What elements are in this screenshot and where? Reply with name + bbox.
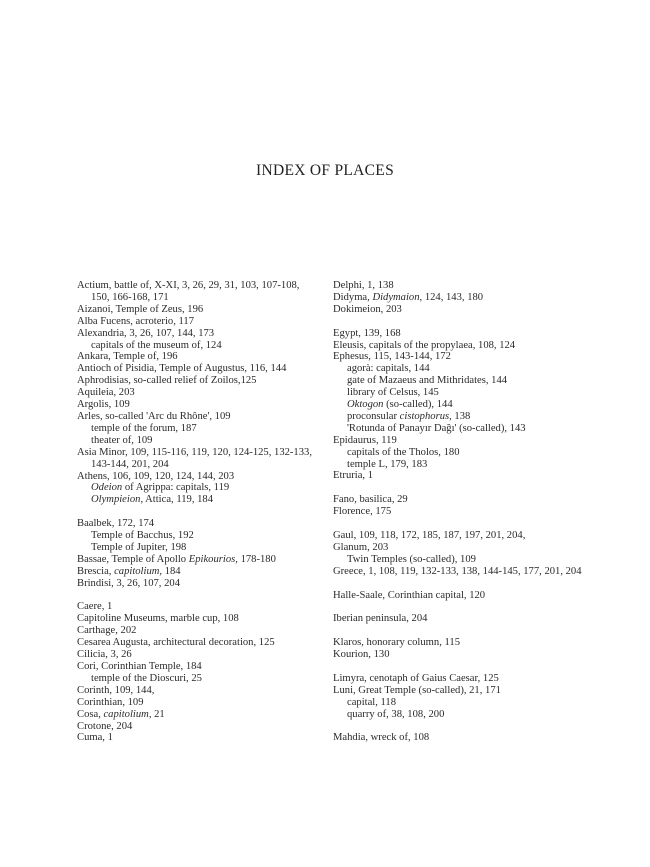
index-entry: Capitoline Museums, marble cup, 108 (77, 613, 239, 625)
index-subentry: temple of the forum, 187 (91, 422, 197, 434)
index-subentry: capitals of the museum of, 124 (91, 339, 222, 351)
index-entry: Dokimeion, 203 (333, 303, 402, 315)
index-subentry (77, 494, 327, 506)
index-column-left (77, 280, 327, 744)
entry-text: of Agrippa: capitals, 119 (122, 482, 230, 494)
index-entry: Alba Fucens, acroterio, 117 (77, 315, 194, 327)
entry-gap (333, 720, 633, 732)
index-entry: Antioch of Pisidia, Temple of Augustus, 116, 144 (77, 363, 287, 375)
italic-term: Oktogon (347, 399, 384, 411)
index-subentry: capital, 118 (347, 696, 397, 708)
entry-gap (333, 482, 633, 494)
entry-text: , 178-180 (235, 553, 276, 565)
index-entry: Epidaurus, 119 (333, 434, 397, 446)
index-entry: Delphi, 1, 138 (333, 280, 394, 291)
index-subentry: Temple of Bacchus, 192 (91, 530, 194, 542)
entry-gap (333, 661, 633, 673)
index-entry: Florence, 175 (333, 506, 392, 518)
index-entry: Ephesus, 115, 143-144, 172 (333, 351, 451, 363)
entry-text: Didyma, (333, 291, 373, 303)
index-entry: Argolis, 109 (77, 399, 130, 411)
index-subentry: Twin Temples (so-called), 109 (347, 553, 476, 565)
index-entry: Caere, 1 (77, 601, 113, 613)
index-subentry: gate of Mazaeus and Mithridates, 144 (347, 375, 508, 387)
entry-text: (so-called), 144 (383, 399, 453, 411)
entry-text: proconsular (347, 410, 400, 422)
index-subentry: quarry of, 38, 108, 200 (347, 708, 445, 720)
index-entry: Gaul, 109, 118, 172, 185, 187, 197, 201, 204, (333, 529, 526, 541)
index-entry: Cesarea Augusta, architectural decoration, 125 (77, 637, 275, 649)
page-title: INDEX OF PLACES (256, 162, 394, 179)
entry-text: , 184 (159, 565, 181, 577)
index-entry: Halle-Saale, Corinthian capital, 120 (333, 589, 486, 601)
index-entry (77, 709, 327, 721)
italic-term: capitolium (103, 708, 149, 720)
index-entry: Corinth, 109, 144, (77, 684, 155, 696)
entry-gap (333, 316, 633, 328)
index-subentry (77, 482, 327, 494)
entry-text: Brescia, (77, 565, 115, 577)
index-entry: Arles, so-called 'Arc du Rhône', 109 (77, 410, 231, 422)
entry-text: , Attica, 119, 184 (140, 494, 214, 506)
index-entry: Asia Minor, 109, 115-116, 119, 120, 124-125, 132-133, (77, 446, 312, 458)
index-entry: Carthage, 202 (77, 625, 137, 637)
index-entry: Glanum, 203 (333, 541, 389, 553)
italic-term: Epikourios (188, 553, 236, 565)
entry-text: , 124, 143, 180 (419, 291, 484, 303)
entry-gap (77, 590, 327, 602)
index-entry: Kourion, 130 (333, 649, 390, 660)
index-entry: Klaros, honorary column, 115 (333, 637, 461, 649)
entry-gap (333, 601, 633, 613)
entry-text: Cosa, (77, 708, 104, 720)
index-entry: Egypt, 139, 168 (333, 327, 401, 339)
index-entry: Mahdia, wreck of, 108 (333, 732, 430, 744)
index-entry: Fano, basilica, 29 (333, 494, 408, 506)
index-entry: Aphrodisias, so-called relief of Zoilos,125 (77, 375, 257, 387)
index-entry: Greece, 1, 108, 119, 132-133, 138, 144-145, 177, 201, 204 (333, 565, 582, 577)
index-entry: Crotone, 204 (77, 720, 133, 732)
index-entry: Aizanoi, Temple of Zeus, 196 (77, 303, 204, 315)
index-subentry: capitals of the Tholos, 180 (347, 446, 460, 458)
italic-term: Odeion (91, 482, 123, 494)
index-entry: Eleusis, capitals of the propylaea, 108, 124 (333, 339, 516, 351)
index-entry: Alexandria, 3, 26, 107, 144, 173 (77, 327, 215, 339)
entry-text: , 21 (148, 708, 165, 720)
entry-gap (333, 578, 633, 590)
italic-term: capitolium (114, 565, 160, 577)
entry-gap (333, 625, 633, 637)
entry-text: Bassae, Temple of Apollo (77, 553, 189, 565)
index-entry (77, 554, 327, 566)
entry-gap (77, 506, 327, 518)
index-subentry: library of Celsus, 145 (347, 387, 439, 399)
index-entry: Athens, 106, 109, 120, 124, 144, 203 (77, 470, 235, 482)
index-subentry: temple L, 179, 183 (347, 458, 428, 470)
italic-term: cistophorus (399, 410, 450, 422)
entry-text: , 138 (449, 410, 471, 422)
entry-gap (333, 518, 633, 530)
index-entry: Limyra, cenotaph of Gaius Caesar, 125 (333, 672, 499, 684)
index-subentry (333, 411, 633, 423)
index-subentry: theater of, 109 (91, 434, 153, 446)
index-entry: Etruria, 1 (333, 470, 374, 482)
index-subentry: Temple of Jupiter, 198 (91, 541, 187, 553)
index-entry: Aquileia, 203 (77, 387, 135, 399)
index-entry: Actium, battle of, X-XI, 3, 26, 29, 31, 103, 107-108, (77, 280, 300, 291)
index-subentry: 'Rotunda of Panayır Dağı' (so-called), 143 (347, 422, 526, 434)
index-entry: Cilicia, 3, 26 (77, 649, 132, 661)
index-entry: Baalbek, 172, 174 (77, 518, 155, 530)
index-column-right (333, 280, 633, 744)
italic-term: Didymaion (372, 291, 420, 303)
index-entry: Iberian peninsula, 204 (333, 613, 428, 625)
index-subentry: temple of the Dioscuri, 25 (91, 672, 202, 684)
index-entry: Ankara, Temple of, 196 (77, 351, 178, 363)
index-subentry: 143-144, 201, 204 (91, 458, 169, 470)
index-subentry (333, 399, 633, 411)
index-entry (333, 292, 633, 304)
index-entry: Brindisi, 3, 26, 107, 204 (77, 577, 180, 589)
index-entry: Cuma, 1 (77, 732, 113, 744)
index-entry (77, 566, 327, 578)
index-subentry: 150, 166-168, 171 (91, 291, 169, 303)
index-entry: Luni, Great Temple (so-called), 21, 171 (333, 684, 501, 696)
index-subentry: agorà: capitals, 144 (347, 363, 430, 375)
index-entry: Corinthian, 109 (77, 696, 144, 708)
italic-term: Olympieion (91, 494, 141, 506)
index-entry: Cori, Corinthian Temple, 184 (77, 660, 202, 672)
